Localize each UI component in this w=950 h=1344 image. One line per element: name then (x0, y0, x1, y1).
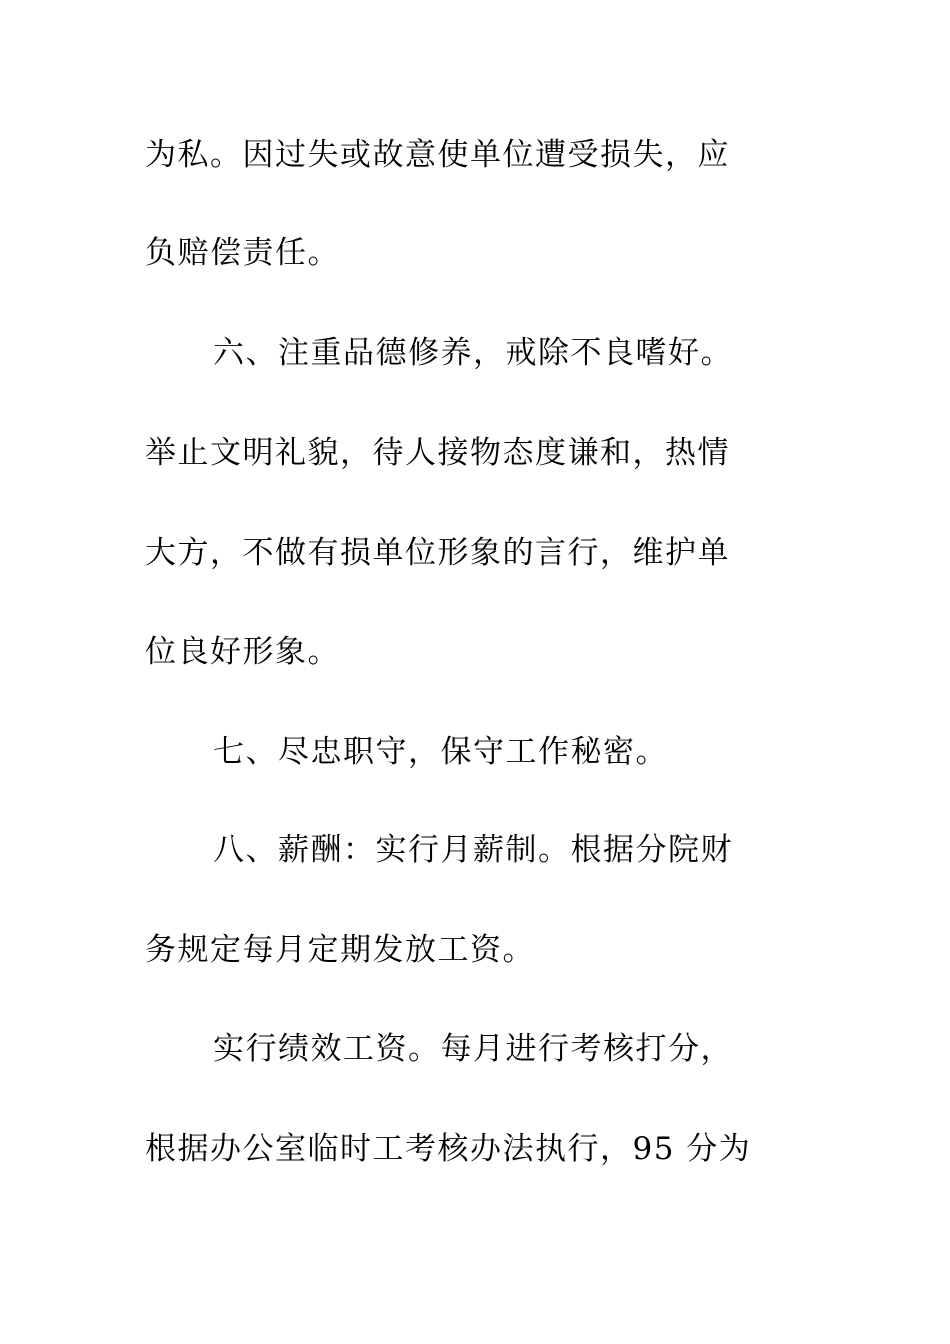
text-line: 大方，不做有损单位形象的言行，维护单 (145, 535, 730, 571)
text-line: 负赔偿责任。 (145, 235, 340, 271)
text-line: 举止文明礼貌，待人接物态度谦和，热情 (145, 435, 730, 471)
paragraph-8-heading: 八、薪酬：实行月薪制。根据分院财 (213, 832, 733, 868)
text-line: 为私。因过失或故意使单位遭受损失，应 (145, 137, 730, 173)
text-line: 根据办公室临时工考核办法执行，95 分为 (145, 1131, 752, 1167)
text-line: 位良好形象。 (145, 634, 340, 670)
paragraph-performance-pay: 实行绩效工资。每月进行考核打分， (213, 1031, 733, 1067)
paragraph-6-heading: 六、注重品德修养，戒除不良嗜好。 (213, 335, 733, 371)
paragraph-7-heading: 七、尽忠职守，保守工作秘密。 (213, 734, 668, 770)
text-line: 务规定每月定期发放工资。 (145, 932, 535, 968)
